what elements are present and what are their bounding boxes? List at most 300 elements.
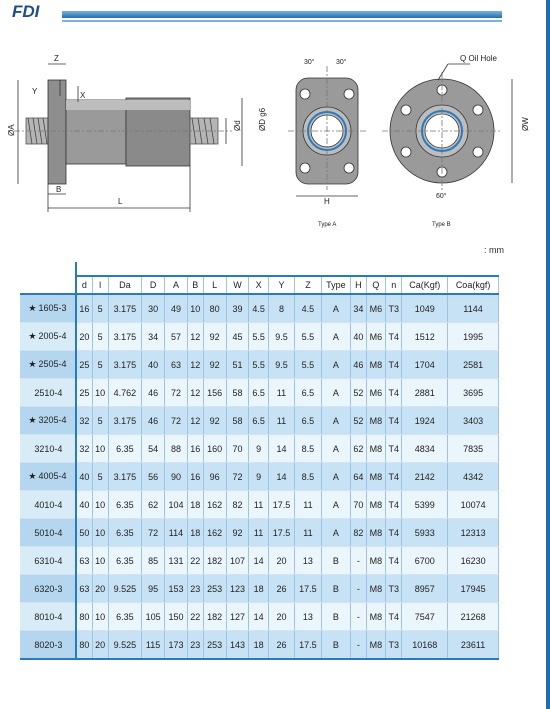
model-cell — [20, 491, 76, 519]
table-cell: 3.175 — [108, 351, 142, 379]
table-cell: 160 — [203, 435, 226, 463]
table-cell: T3 — [386, 631, 402, 660]
table-cell: 4.5 — [295, 294, 321, 323]
model-number: 6310-4 — [34, 555, 63, 566]
model-number: 3205-4 — [38, 415, 67, 425]
type-b-view — [382, 64, 512, 192]
model-cell — [20, 463, 76, 491]
table-cell: 2142 — [402, 463, 448, 491]
table-cell: 1049 — [402, 294, 448, 323]
table-header-row — [20, 276, 499, 294]
column-header: X — [249, 276, 268, 294]
table-cell: 85 — [142, 547, 165, 575]
table-cell: 56 — [142, 463, 165, 491]
column-header: L — [203, 276, 226, 294]
table-cell: M6 — [366, 323, 385, 351]
column-header: Coa(kgf) — [448, 276, 499, 294]
table-cell: 22 — [187, 547, 203, 575]
table-row — [20, 575, 499, 603]
table-cell: 63 — [165, 351, 188, 379]
type-a-hole-3 — [300, 163, 310, 173]
type-b-hole-2 — [401, 105, 411, 115]
table-cell: M8 — [366, 519, 385, 547]
table-cell: T4 — [386, 323, 402, 351]
table-top-bar — [20, 262, 499, 276]
table-cell: T4 — [386, 351, 402, 379]
table-cell: 3.175 — [108, 294, 142, 323]
table-cell: 63 — [76, 547, 92, 575]
table-cell: 18 — [249, 631, 268, 660]
table-cell: 18 — [187, 491, 203, 519]
table-cell: 11 — [295, 519, 321, 547]
table-cell: 253 — [203, 631, 226, 660]
table-cell: - — [350, 631, 366, 660]
table-cell: B — [321, 547, 350, 575]
table-cell: A — [321, 294, 350, 323]
table-cell: 8.5 — [295, 435, 321, 463]
table-cell: A — [321, 519, 350, 547]
table-cell: A — [321, 323, 350, 351]
table-cell: 4342 — [448, 463, 499, 491]
table-cell: 143 — [226, 631, 249, 660]
model-number: 4005-4 — [38, 471, 67, 481]
table-cell: 92 — [226, 519, 249, 547]
column-header: Da — [108, 276, 142, 294]
model-number: 6320-3 — [34, 583, 63, 594]
table-cell: 40 — [350, 323, 366, 351]
label-type-b: Type B — [432, 222, 451, 228]
table-cell: 14 — [268, 463, 294, 491]
table-cell: 11 — [249, 519, 268, 547]
table-cell: 25 — [76, 351, 92, 379]
table-cell: A — [321, 407, 350, 435]
table-cell: 23611 — [448, 631, 499, 660]
table-cell: 46 — [350, 351, 366, 379]
table-cell: 50 — [76, 519, 92, 547]
table-cell: 182 — [203, 603, 226, 631]
technical-drawing — [0, 36, 550, 236]
type-a-view — [288, 66, 366, 196]
table-cell: M8 — [366, 603, 385, 631]
column-header: A — [165, 276, 188, 294]
table-row — [20, 351, 499, 379]
table-cell: 45 — [226, 323, 249, 351]
table-row — [20, 547, 499, 575]
table-cell: 1144 — [448, 294, 499, 323]
table-cell: 1512 — [402, 323, 448, 351]
table-cell: 13 — [295, 603, 321, 631]
table-cell: 17.5 — [268, 491, 294, 519]
side-view — [14, 64, 242, 212]
table-cell: 5 — [92, 323, 108, 351]
label-w: ØW — [521, 117, 530, 131]
table-cell: 2581 — [448, 351, 499, 379]
star-icon: ★ — [28, 415, 37, 425]
table-cell: 11 — [268, 379, 294, 407]
table-cell: T4 — [386, 463, 402, 491]
model-number: 8010-4 — [34, 611, 63, 622]
model-cell — [20, 547, 76, 575]
table-cell: 26 — [268, 631, 294, 660]
table-cell: 14 — [249, 547, 268, 575]
table-cell: 104 — [165, 491, 188, 519]
table-cell: A — [321, 463, 350, 491]
label-y: Y — [32, 87, 38, 96]
type-b-hole-4 — [401, 147, 411, 157]
table-cell: 62 — [350, 435, 366, 463]
table-cell: 40 — [142, 351, 165, 379]
table-cell: T4 — [386, 407, 402, 435]
table-cell: 20 — [92, 575, 108, 603]
table-cell: 16 — [187, 435, 203, 463]
label-oil-hole: Q Oil Hole — [460, 54, 497, 63]
table-cell: M8 — [366, 435, 385, 463]
label-angle-3: 60° — [436, 193, 447, 200]
table-cell: 2881 — [402, 379, 448, 407]
table-cell: T4 — [386, 379, 402, 407]
table-cell: 46 — [142, 407, 165, 435]
page-title: FDI — [12, 2, 40, 21]
table-cell: 4834 — [402, 435, 448, 463]
table-cell: 62 — [142, 491, 165, 519]
type-a-hole-4 — [344, 163, 354, 173]
table-cell: 32 — [76, 407, 92, 435]
table-cell: 4.5 — [249, 294, 268, 323]
table-cell: 51 — [226, 351, 249, 379]
table-cell: 1995 — [448, 323, 499, 351]
table-cell: T3 — [386, 294, 402, 323]
table-cell: 123 — [226, 575, 249, 603]
model-cell — [20, 379, 76, 407]
table-cell: M8 — [366, 575, 385, 603]
table-row — [20, 463, 499, 491]
table-body — [20, 294, 499, 659]
star-icon: ★ — [28, 303, 37, 313]
table-cell: 3403 — [448, 407, 499, 435]
table-cell: 6.35 — [108, 603, 142, 631]
column-header: Q — [366, 276, 385, 294]
table-row — [20, 491, 499, 519]
table-cell: 11 — [295, 491, 321, 519]
table-cell: 49 — [165, 294, 188, 323]
star-icon: ★ — [28, 359, 37, 369]
table-cell: 5 — [92, 407, 108, 435]
table-cell: 25 — [76, 379, 92, 407]
table-row — [20, 407, 499, 435]
table-cell: 20 — [268, 547, 294, 575]
table-cell: 57 — [165, 323, 188, 351]
body-highlight — [66, 100, 190, 110]
column-header: n — [386, 276, 402, 294]
model-cell — [20, 603, 76, 631]
label-l: L — [118, 197, 123, 206]
table-cell: 20 — [268, 603, 294, 631]
table-cell: 34 — [142, 323, 165, 351]
table-cell: 63 — [76, 575, 92, 603]
table-cell: 23 — [187, 575, 203, 603]
table-cell: 32 — [76, 435, 92, 463]
column-header: W — [226, 276, 249, 294]
table-cell: 9.5 — [268, 351, 294, 379]
table-cell: T4 — [386, 491, 402, 519]
table-cell: 96 — [203, 463, 226, 491]
table-cell: 4.762 — [108, 379, 142, 407]
column-header: Type — [321, 276, 350, 294]
table-cell: 10 — [187, 294, 203, 323]
table-cell: 58 — [226, 379, 249, 407]
table-cell: 52 — [350, 407, 366, 435]
table-cell: T4 — [386, 547, 402, 575]
table-cell: 12 — [187, 407, 203, 435]
table-cell: - — [350, 603, 366, 631]
table-cell: 253 — [203, 575, 226, 603]
table-cell: 82 — [350, 519, 366, 547]
table-cell: 72 — [165, 379, 188, 407]
table-cell: 6.5 — [295, 379, 321, 407]
table-cell: - — [350, 547, 366, 575]
table-cell: 182 — [203, 547, 226, 575]
table-cell: 20 — [92, 631, 108, 660]
table-cell: 5.5 — [249, 351, 268, 379]
table-cell: 5.5 — [295, 351, 321, 379]
table-row — [20, 631, 499, 660]
table-cell: 10 — [92, 491, 108, 519]
table-cell: 3.175 — [108, 463, 142, 491]
model-cell — [20, 407, 76, 435]
table-cell: 6.35 — [108, 519, 142, 547]
table-corner-top — [20, 262, 76, 276]
table-cell: 30 — [142, 294, 165, 323]
column-header: H — [350, 276, 366, 294]
table-cell: 5.5 — [249, 323, 268, 351]
column-header: B — [187, 276, 203, 294]
table-cell: T3 — [386, 575, 402, 603]
flange — [48, 80, 66, 184]
type-a-hole-1 — [300, 89, 310, 99]
table-cell: M8 — [366, 351, 385, 379]
table-cell: 58 — [226, 407, 249, 435]
unit-label: : mm — [484, 245, 504, 255]
table-cell: B — [321, 575, 350, 603]
table-cell: 80 — [203, 294, 226, 323]
table-cell: A — [321, 379, 350, 407]
table-cell: T4 — [386, 603, 402, 631]
column-header: D — [142, 276, 165, 294]
table-cell: 6.5 — [295, 407, 321, 435]
table-cell: 46 — [142, 379, 165, 407]
model-cell — [20, 294, 76, 323]
model-cell — [20, 351, 76, 379]
label-angle-2: 30° — [336, 59, 347, 66]
model-cell — [20, 575, 76, 603]
model-cell — [20, 519, 76, 547]
table-cell: M6 — [366, 379, 385, 407]
table-cell: 9.525 — [108, 575, 142, 603]
table-cell: 9 — [249, 463, 268, 491]
title-rule-thin — [62, 20, 502, 22]
table-cell: 18 — [187, 519, 203, 547]
label-d: Ød — [233, 120, 242, 131]
table-cell: 11 — [268, 407, 294, 435]
table-cell: 34 — [350, 294, 366, 323]
table-cell: 6.35 — [108, 435, 142, 463]
table-cell: M8 — [366, 491, 385, 519]
table-cell: 17.5 — [268, 519, 294, 547]
model-number: 4010-4 — [34, 499, 63, 510]
table-cell: T4 — [386, 435, 402, 463]
table-cell: 13 — [295, 547, 321, 575]
page-header — [0, 0, 550, 30]
table-cell: 40 — [76, 463, 92, 491]
table-cell: B — [321, 631, 350, 660]
table-cell: 52 — [350, 379, 366, 407]
label-z: Z — [54, 54, 59, 63]
label-b: B — [56, 185, 62, 194]
label-dg6: ØD g6 — [258, 107, 267, 131]
table-cell: 5.5 — [295, 323, 321, 351]
table-cell: 14 — [268, 435, 294, 463]
model-number: 3210-4 — [34, 443, 63, 454]
table-cell: M8 — [366, 463, 385, 491]
star-icon: ★ — [28, 471, 37, 481]
table-cell: 16 — [76, 294, 92, 323]
table-cell: 10 — [92, 519, 108, 547]
table-cell: 9.525 — [108, 631, 142, 660]
technical-drawing-svg — [0, 36, 550, 236]
table-cell: 5 — [92, 351, 108, 379]
table-cell: 3695 — [448, 379, 499, 407]
table-cell: 95 — [142, 575, 165, 603]
title-rule — [62, 11, 502, 18]
table-cell: 9.5 — [268, 323, 294, 351]
table-cell: 7835 — [448, 435, 499, 463]
table-cell: - — [350, 575, 366, 603]
model-cell — [20, 323, 76, 351]
table-cell: 12 — [187, 323, 203, 351]
table-cell: 82 — [226, 491, 249, 519]
table-cell: 10 — [92, 435, 108, 463]
table-cell: 162 — [203, 491, 226, 519]
table-cell: 64 — [350, 463, 366, 491]
label-x: X — [80, 91, 86, 100]
table-cell: 150 — [165, 603, 188, 631]
table-row — [20, 603, 499, 631]
table-cell: 80 — [76, 631, 92, 660]
table-cell: 88 — [165, 435, 188, 463]
table-row — [20, 323, 499, 351]
table-cell: 92 — [203, 407, 226, 435]
table-cell: M8 — [366, 631, 385, 660]
label-h: H — [324, 197, 330, 206]
table-cell: 20 — [76, 323, 92, 351]
table-cell: 9 — [249, 435, 268, 463]
table-corner — [20, 276, 76, 294]
table-cell: A — [321, 435, 350, 463]
type-b-hole-5 — [473, 147, 483, 157]
column-header: l — [92, 276, 108, 294]
table-row — [20, 519, 499, 547]
table-cell: 5399 — [402, 491, 448, 519]
table-cell: 72 — [142, 519, 165, 547]
table-cell: T4 — [386, 519, 402, 547]
model-cell — [20, 631, 76, 660]
table-cell: 21268 — [448, 603, 499, 631]
type-a-hole-2 — [344, 89, 354, 99]
table-cell: 18 — [249, 575, 268, 603]
table-cell: 12 — [187, 351, 203, 379]
table-cell: 114 — [165, 519, 188, 547]
table-cell: 17945 — [448, 575, 499, 603]
table-cell: 12 — [187, 379, 203, 407]
table-cell: 6.35 — [108, 547, 142, 575]
type-b-hole-3 — [473, 105, 483, 115]
column-header: d — [76, 276, 92, 294]
table-cell: 22 — [187, 603, 203, 631]
model-number: 1605-3 — [38, 303, 67, 313]
table-cell: 17.5 — [295, 631, 321, 660]
table-cell: 14 — [249, 603, 268, 631]
table-cell: 1924 — [402, 407, 448, 435]
table-cell: 70 — [350, 491, 366, 519]
table-cell: 90 — [165, 463, 188, 491]
column-header: Z — [295, 276, 321, 294]
table-cell: 6.5 — [249, 407, 268, 435]
table-cell: 162 — [203, 519, 226, 547]
table-cell: 127 — [226, 603, 249, 631]
table-cell: 131 — [165, 547, 188, 575]
table-cell: 16 — [187, 463, 203, 491]
table-cell: 10 — [92, 379, 108, 407]
table-cell: 70 — [226, 435, 249, 463]
table-cell: 10074 — [448, 491, 499, 519]
table-cell: 5 — [92, 463, 108, 491]
table-cell: 8 — [268, 294, 294, 323]
table-cell: 153 — [165, 575, 188, 603]
table-cell: 8.5 — [295, 463, 321, 491]
table-cell: B — [321, 603, 350, 631]
table-cell: 6.5 — [249, 379, 268, 407]
table-cell: 3.175 — [108, 407, 142, 435]
table-cell: 105 — [142, 603, 165, 631]
model-number: 5010-4 — [34, 527, 63, 538]
table-cell: 5 — [92, 294, 108, 323]
table-cell: 6700 — [402, 547, 448, 575]
table-cell: 7547 — [402, 603, 448, 631]
table-cell: 107 — [226, 547, 249, 575]
table-cell: 10 — [92, 603, 108, 631]
table-cell: 26 — [268, 575, 294, 603]
table-cell: 16230 — [448, 547, 499, 575]
oil-hole-arrow — [438, 64, 448, 80]
table-cell: 10 — [92, 547, 108, 575]
column-header: Ca(Kgf) — [402, 276, 448, 294]
model-number: 8020-3 — [34, 639, 63, 650]
table-cell: 39 — [226, 294, 249, 323]
label-type-a: Type A — [318, 222, 337, 228]
table-cell: 72 — [226, 463, 249, 491]
table-cell: 10168 — [402, 631, 448, 660]
table-cell: 54 — [142, 435, 165, 463]
table-cell: M6 — [366, 294, 385, 323]
table-cell: 173 — [165, 631, 188, 660]
star-icon: ★ — [28, 331, 37, 341]
table-cell: M8 — [366, 547, 385, 575]
table-cell: 92 — [203, 351, 226, 379]
table-cell: 115 — [142, 631, 165, 660]
table-cell: 80 — [76, 603, 92, 631]
table-cell: 8957 — [402, 575, 448, 603]
table-cell: 11 — [249, 491, 268, 519]
